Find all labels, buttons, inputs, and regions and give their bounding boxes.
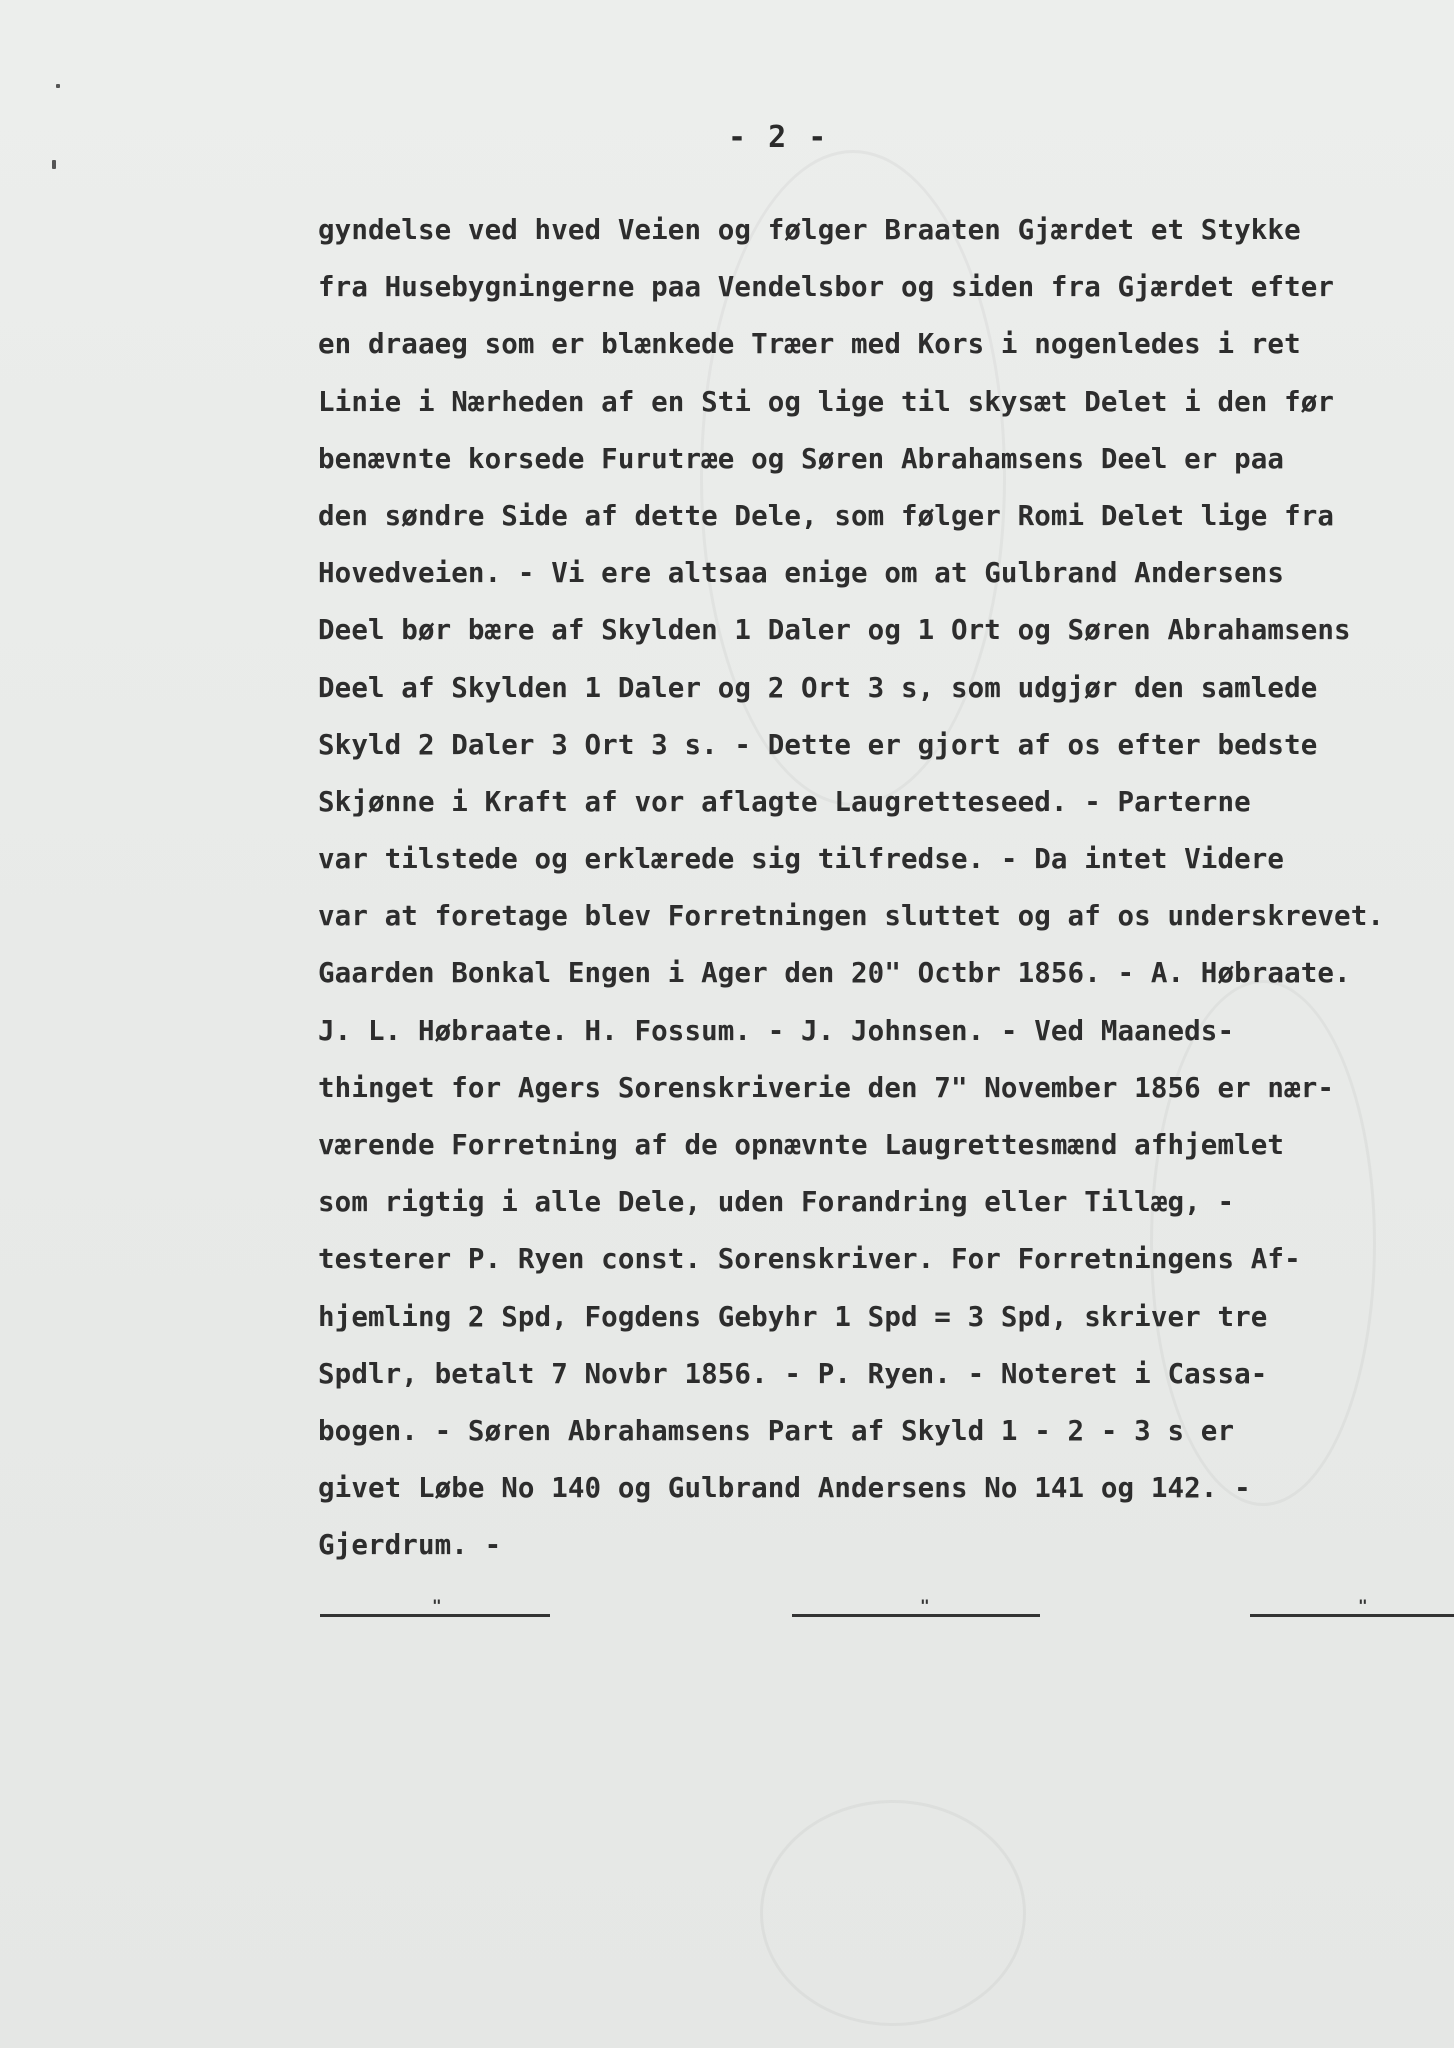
separator-line bbox=[1250, 1596, 1454, 1617]
text-line: J. L. Høbraate. H. Fossum. - J. Johnsen. - Ved Maaneds- bbox=[318, 1014, 1235, 1047]
text-line: bogen. - Søren Abrahamsens Part af Skyld 1 - 2 - 3 s er bbox=[318, 1414, 1235, 1447]
margin-speck bbox=[52, 160, 56, 169]
typed-text-body bbox=[318, 202, 1438, 1575]
text-line: som rigtig i alle Dele, uden Forandring eller Tillæg, - bbox=[318, 1186, 1235, 1219]
text-line: fra Husebygningerne paa Vendelsbor og siden fra Gjærdet efter bbox=[318, 271, 1335, 304]
text-line: Gjerdrum. - bbox=[318, 1529, 502, 1562]
text-line: Linie i Nærheden af en Sti og lige til skysæt Delet i den før bbox=[318, 385, 1335, 418]
text-line: Skjønne i Kraft af vor aflagte Laugretteseed. - Parterne bbox=[318, 785, 1251, 818]
ditto-mark: " bbox=[432, 1596, 442, 1615]
ditto-mark: " bbox=[1358, 1596, 1368, 1615]
text-line: Deel af Skylden 1 Daler og 2 Ort 3 s, som udgjør den samlede bbox=[318, 671, 1318, 704]
margin-speck bbox=[56, 84, 60, 88]
separator-line bbox=[320, 1596, 550, 1617]
text-line: givet Løbe No 140 og Gulbrand Andersens No 141 og 142. - bbox=[318, 1472, 1251, 1505]
separator-line bbox=[792, 1596, 1040, 1617]
text-line: hjemling 2 Spd, Fogdens Gebyhr 1 Spd = 3 Spd, skriver tre bbox=[318, 1300, 1268, 1333]
text-line: værende Forretning af de opnævnte Laugrettesmænd afhjemlet bbox=[318, 1129, 1285, 1161]
text-line: var tilstede og erklærede sig tilfredse. - Da intet Videre bbox=[318, 843, 1285, 876]
text-line: var at foretage blev Forretningen sluttet og af os underskrevet. bbox=[318, 900, 1385, 933]
text-line: thinget for Agers Sorenskriverie den 7" November 1856 er nær- bbox=[318, 1071, 1335, 1104]
text-line: testerer P. Ryen const. Sorenskriver. For Forretningens Af- bbox=[318, 1243, 1301, 1276]
text-line: gyndelse ved hved Veien og følger Braaten Gjærdet et Stykke bbox=[318, 214, 1301, 246]
page-number: - 2 - bbox=[728, 120, 829, 155]
text-line: en draaeg som er blænkede Træer med Kors i nogenledes i ret bbox=[318, 328, 1301, 361]
text-line: Spdlr, betalt 7 Novbr 1856. - P. Ryen. - Noteret i Cassa- bbox=[318, 1357, 1268, 1390]
text-line: den søndre Side af dette Dele, som følger Romi Delet lige fra bbox=[318, 499, 1335, 532]
separator-lines bbox=[0, 1584, 1454, 1624]
text-line: Skyld 2 Daler 3 Ort 3 s. - Dette er gjort af os efter bedste bbox=[318, 728, 1318, 761]
text-line: benævnte korsede Furutræe og Søren Abrahamsens Deel er paa bbox=[318, 442, 1285, 475]
ditto-mark: " bbox=[920, 1596, 930, 1615]
text-line: Gaarden Bonkal Engen i Ager den 20" Octbr 1856. - A. Høbraate. bbox=[318, 957, 1351, 990]
bleed-through-mark bbox=[760, 1800, 1026, 2026]
text-line: Hovedveien. - Vi ere altsaa enige om at Gulbrand Andersens bbox=[318, 557, 1285, 590]
text-line: Deel bør bære af Skylden 1 Daler og 1 Ort og Søren Abrahamsens bbox=[318, 614, 1351, 647]
